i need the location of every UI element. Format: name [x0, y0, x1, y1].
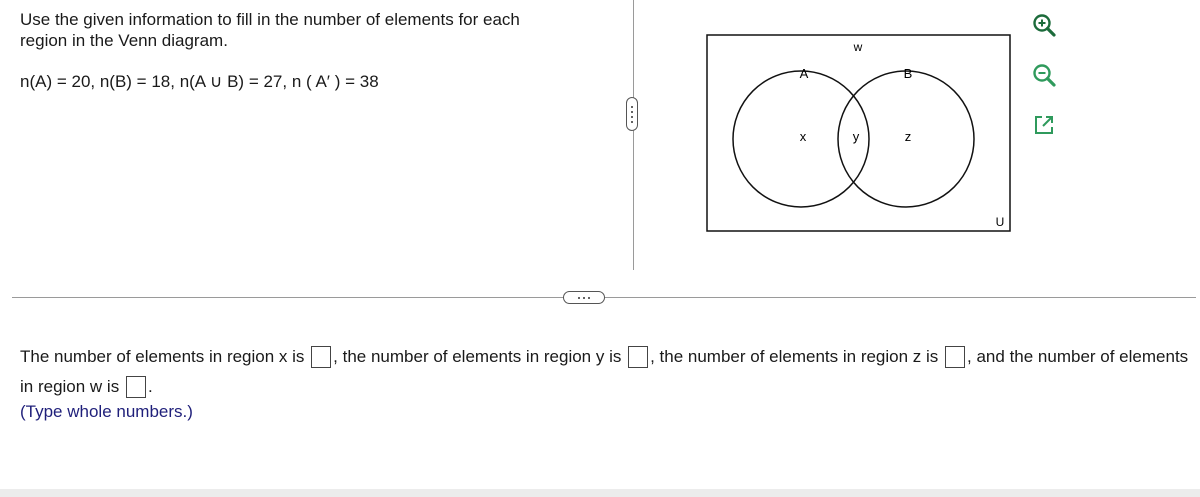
- universal-set-label: U: [995, 215, 1005, 229]
- venn-diagram: [706, 34, 1011, 232]
- question-text: [20, 9, 600, 51]
- answer-text-y: , the number of elements in region y is: [333, 347, 622, 366]
- region-y-input[interactable]: [628, 346, 648, 368]
- set-a-label: A: [799, 66, 809, 81]
- region-x-label: x: [799, 129, 807, 144]
- answer-text-z: , the number of elements in region z is: [650, 347, 939, 366]
- region-y-label: y: [852, 129, 860, 144]
- region-w-input[interactable]: [126, 376, 146, 398]
- expand-icon: [1032, 113, 1056, 137]
- answer-text-end: .: [147, 377, 153, 396]
- question-line-1: Use the given information to fill in the number of elements for each: [20, 10, 520, 29]
- given-information: n(A) = 20, n(B) = 18, n(A ∪ B) = 27, n ( A′ ) = 38: [20, 72, 379, 91]
- image-toolbar: [1027, 8, 1061, 158]
- expand-button[interactable]: [1027, 108, 1061, 142]
- bottom-bar: [0, 489, 1200, 497]
- set-b-label: B: [903, 66, 913, 81]
- region-w-label: w: [853, 40, 863, 54]
- zoom-out-icon: [1031, 62, 1057, 88]
- question-line-2: region in the Venn diagram.: [20, 31, 228, 50]
- horizontal-splitter-handle[interactable]: [563, 291, 605, 304]
- region-x-input[interactable]: [311, 346, 331, 368]
- answer-text-x: The number of elements in region x is: [20, 347, 305, 366]
- answer-hint: (Type whole numbers.): [20, 402, 193, 421]
- answer-text-w: , and the number of elements in region w is: [20, 347, 1189, 396]
- zoom-out-button[interactable]: [1027, 58, 1061, 92]
- zoom-in-button[interactable]: [1027, 8, 1061, 42]
- vertical-splitter-handle[interactable]: [626, 97, 638, 131]
- answer-statement: [20, 342, 1190, 402]
- zoom-in-icon: [1031, 12, 1057, 38]
- region-z-label: z: [904, 129, 912, 144]
- region-z-input[interactable]: [945, 346, 965, 368]
- vertical-divider: [633, 0, 634, 270]
